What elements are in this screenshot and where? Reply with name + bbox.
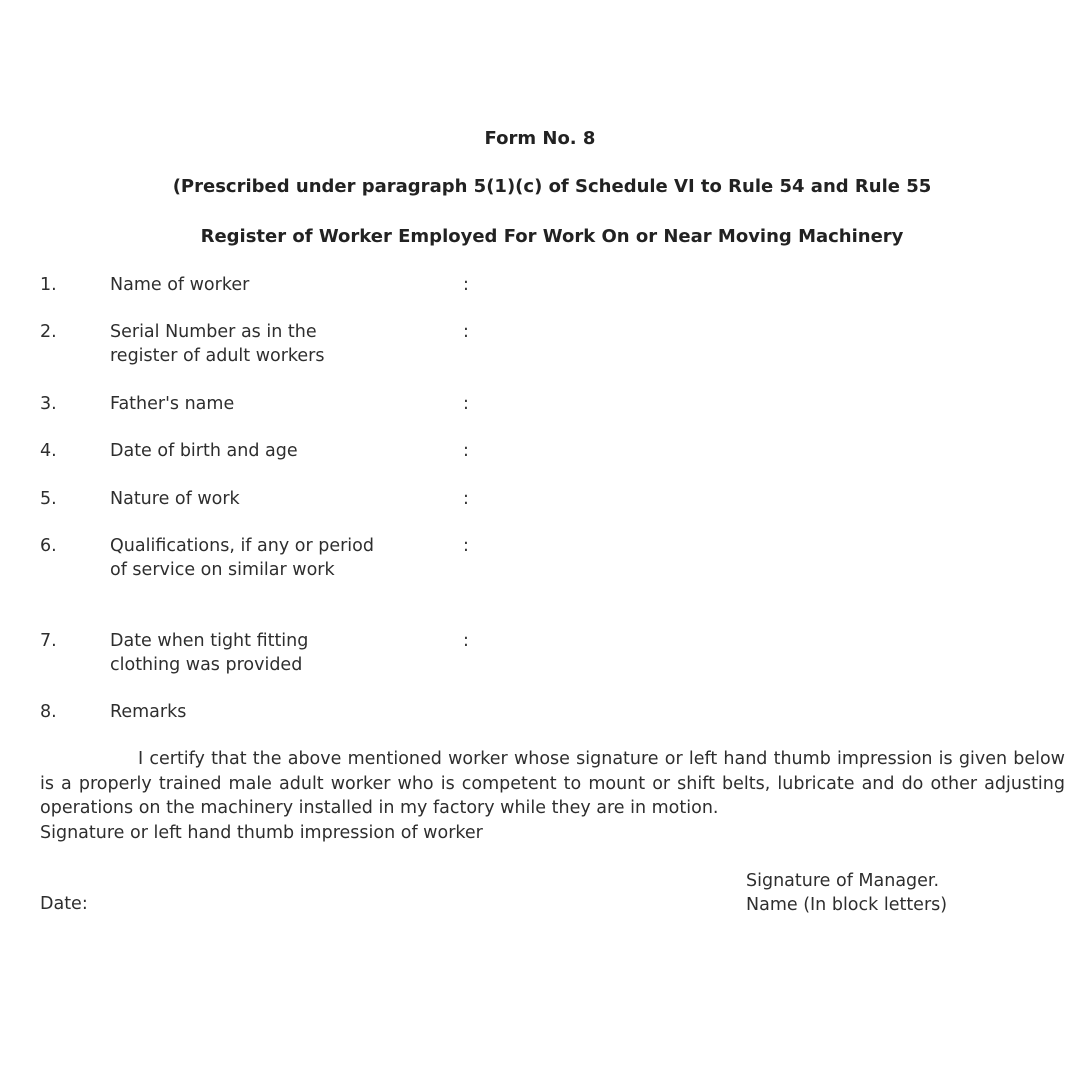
manager-signature-label: Signature of Manager. bbox=[746, 871, 940, 891]
field-colon: : bbox=[463, 489, 469, 509]
field-number: 2. bbox=[40, 322, 57, 342]
field-number: 1. bbox=[40, 275, 57, 295]
field-colon: : bbox=[463, 322, 469, 342]
field-label: Nature of work bbox=[110, 489, 240, 509]
field-label: Date when tight fitting clothing was provided bbox=[110, 631, 309, 675]
field-label: Qualifications, if any or period of service on similar work bbox=[110, 536, 374, 580]
field-label: Serial Number as in the register of adult workers bbox=[110, 322, 325, 366]
field-label: Date of birth and age bbox=[110, 441, 298, 461]
field-colon: : bbox=[463, 441, 469, 461]
field-label: Father's name bbox=[110, 394, 235, 414]
worker-signature-line: Signature or left hand thumb impression of worker bbox=[40, 822, 483, 843]
date-label: Date: bbox=[40, 894, 88, 914]
prescribed-under-subheading: (Prescribed under paragraph 5(1)(c) of Schedule VI to Rule 54 and Rule 55 bbox=[172, 176, 932, 197]
field-number: 6. bbox=[40, 536, 57, 556]
certification-paragraph bbox=[40, 747, 1065, 845]
field-number: 3. bbox=[40, 394, 57, 414]
certification-text: I certify that the above mentioned worker whose signature or left hand thumb impression is given below is a properly trained male adult worker who is competent to mount or shift belts, lubricate and do other adjusting operations on the machinery installed in my factory while they are in motion. bbox=[40, 749, 1065, 818]
field-colon: : bbox=[463, 536, 469, 556]
field-number: 8. bbox=[40, 702, 57, 722]
manager-signature-block bbox=[746, 869, 947, 917]
form-number-heading: Form No. 8 bbox=[484, 128, 596, 149]
register-title: Register of Worker Employed For Work On or Near Moving Machinery bbox=[200, 226, 904, 247]
field-colon: : bbox=[463, 631, 469, 651]
field-colon: : bbox=[463, 275, 469, 295]
field-colon: : bbox=[463, 394, 469, 414]
field-number: 7. bbox=[40, 631, 57, 651]
field-number: 5. bbox=[40, 489, 57, 509]
manager-name-label: Name (In block letters) bbox=[746, 895, 948, 915]
field-label: Remarks bbox=[110, 702, 187, 722]
field-label: Name of worker bbox=[110, 275, 250, 295]
field-number: 4. bbox=[40, 441, 57, 461]
